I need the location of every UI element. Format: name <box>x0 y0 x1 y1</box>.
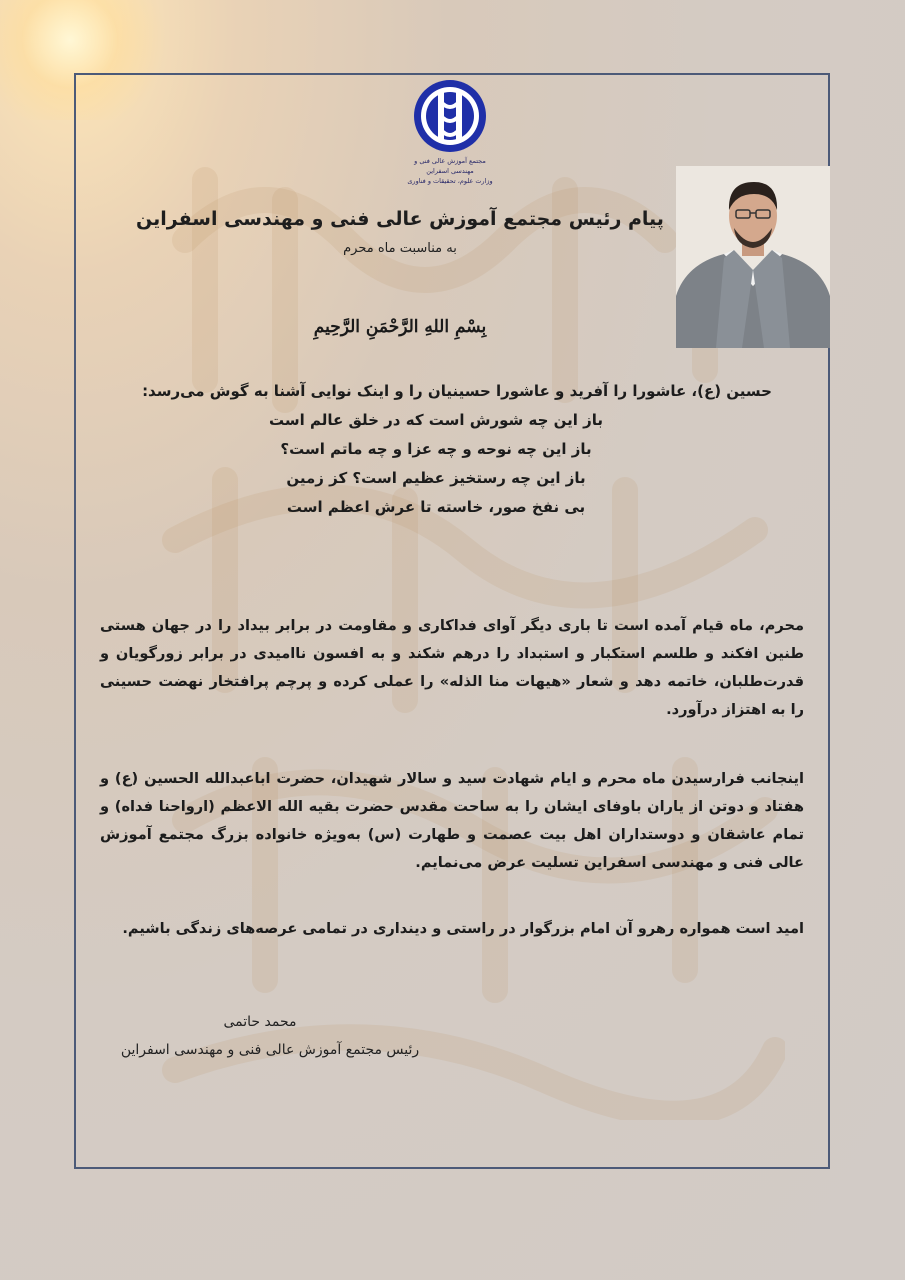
paragraph-condolence: اینجانب فرارسیدن ماه محرم و ایام شهادت سید و سالار شهیدان، حضرت اباعبدالله الحسین (ع) و هفتاد و دوتن از یاران باوفای ایشان را به ساحت مقدس حضرت بقیه الله الاعظم (ارواحنا فداه) و تمام عاشقان و دوستداران اهل بیت عصمت و طهارت (س) به‌ویژه خانواده بزرگ مجتمع آموزش عالی فنی و مهندسی اسفراین تسلیت عرض می‌نمایم. <box>100 770 804 871</box>
portrait-image <box>676 166 830 348</box>
poem-line: بی نفخ صور، خاسته تا عرش اعظم است <box>286 498 586 516</box>
signature-title: رئیس مجتمع آموزش عالی فنی و مهندسی اسفراین <box>120 1042 420 1058</box>
poem-section <box>100 376 772 522</box>
signature-name: محمد حاتمی <box>223 1014 297 1030</box>
university-logo <box>405 78 495 188</box>
page-subtitle: به مناسبت ماه محرم <box>343 241 457 256</box>
poem-line: باز این چه نوحه و چه عزا و چه ماتم است؟ <box>280 440 592 458</box>
president-photo <box>676 166 830 348</box>
poem-intro: حسین (ع)، عاشورا را آفرید و عاشورا حسینیان را و اینک نوایی آشنا به گوش می‌رسد: <box>142 382 772 400</box>
poem-line: باز این چه رستخیز عظیم است؟ کز زمین <box>286 469 586 487</box>
paragraph-muharram: محرم، ماه قیام آمده است تا باری دیگر آوای فداکاری و مقاومت در برابر بیداد را در جهان هستی طنین افکند و طلسم استکبار و استبداد را درهم شکند و به افسون ناامیدی در برابر زورگویان و قدرت‌طلبان، خاتمه دهد و شعار «هیهات منا الذله» را عملی کرده و پرچم پرافتخار نهضت حسینی را به اهتزاز درآورد. <box>100 617 804 718</box>
basmala: بِسْمِ اللهِ الرَّحْمَنِ الرَّحِیمِ <box>313 317 487 337</box>
poem-line: باز این چه شورش است که در خلق عالم است <box>269 411 603 429</box>
paragraph-hope: امید است همواره رهرو آن امام بزرگوار در راستی و دینداری در تمامی عرصه‌های زندگی باشیم. <box>122 920 804 937</box>
logo-caption-line1: مجتمع آموزش عالی فنی و مهندسی اسفراین <box>414 157 486 175</box>
logo-caption-line2: وزارت علوم، تحقیقات و فناوری <box>407 177 493 185</box>
page-title: پیام رئیس مجتمع آموزش عالی فنی و مهندسی اسفراین <box>136 208 664 230</box>
